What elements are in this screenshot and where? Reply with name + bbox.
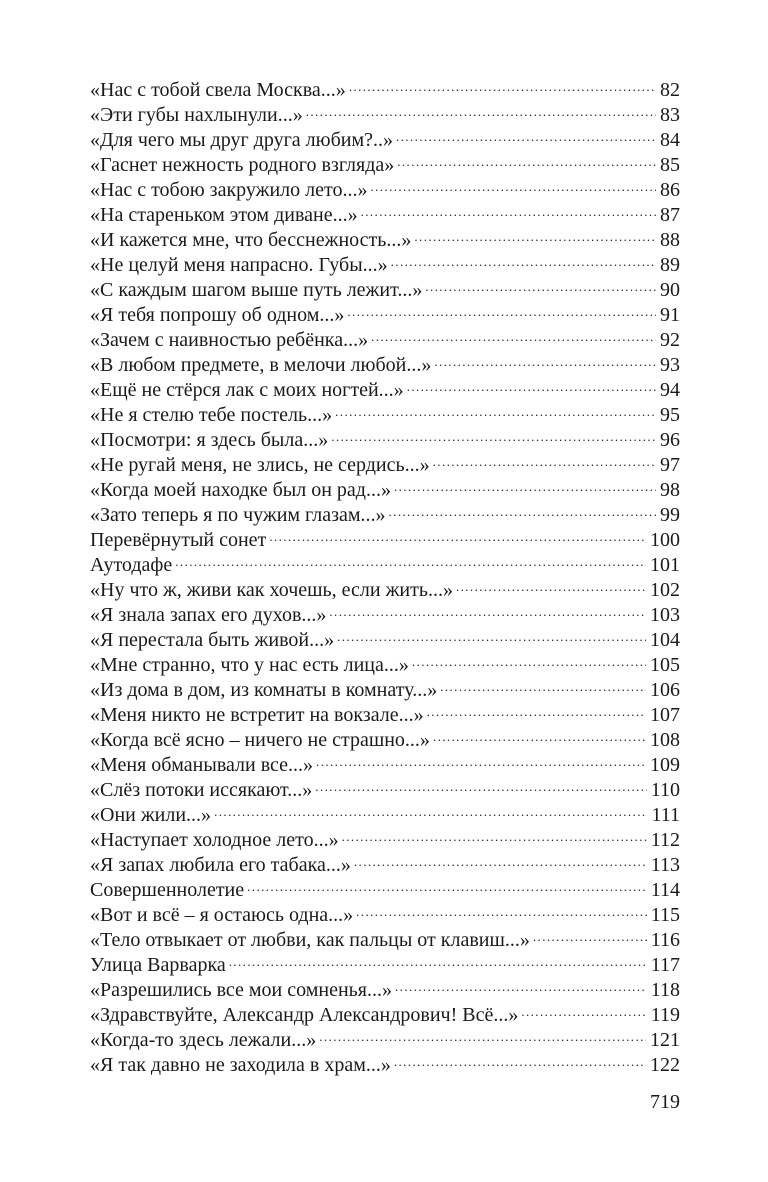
dot-leader [329, 596, 646, 621]
dot-leader [347, 296, 656, 321]
toc-entry-page: 107 [650, 704, 680, 726]
toc-entry-page: 105 [650, 654, 680, 676]
dot-leader [394, 471, 656, 496]
toc-entry-page: 91 [660, 304, 680, 326]
toc-entry-page: 96 [660, 429, 680, 451]
dot-leader [356, 896, 647, 921]
toc-entry-title: «Слёз потоки иссякают...» [90, 779, 313, 801]
dot-leader [371, 321, 656, 346]
toc-entry-page: 106 [650, 679, 680, 701]
toc-entry-page: 116 [650, 929, 680, 951]
toc-entry-title: Перевёрнутый сонет [90, 529, 267, 551]
toc-entry-page: 110 [650, 779, 680, 801]
dot-leader [370, 171, 656, 196]
dot-leader [425, 271, 656, 296]
toc-entry-page: 121 [650, 1029, 680, 1051]
dot-leader [306, 96, 656, 121]
toc-entry-page: 108 [650, 729, 680, 751]
dot-leader [389, 496, 656, 521]
dot-leader [391, 246, 656, 271]
toc-entry-title: «Когда всё ясно – ничего не страшно...» [90, 729, 430, 751]
toc-entry-page: 95 [660, 404, 680, 426]
toc-entry-title: «Не целуй меня напрасно. Губы...» [90, 254, 388, 276]
toc-entry-page: 94 [660, 379, 680, 401]
dot-leader [427, 696, 646, 721]
toc-entry-title: «Они жили...» [90, 804, 212, 826]
toc-entry-page: 100 [650, 529, 680, 551]
toc-entry-title: «С каждым шагом выше путь лежит...» [90, 279, 423, 301]
toc-entry-page: 103 [650, 604, 680, 626]
dot-leader [361, 196, 656, 221]
dot-leader [397, 146, 656, 171]
toc-entry-title: Совершеннолетие [90, 879, 245, 901]
dot-leader [521, 996, 646, 1021]
toc-entry-page: 117 [650, 954, 680, 976]
toc-entry-title: «Нас с тобою закружило лето...» [90, 179, 368, 201]
dot-leader [434, 346, 656, 371]
toc-entry-title: «Посмотри: я здесь была...» [90, 429, 329, 451]
toc-entry-title: Улица Варварка [90, 954, 226, 976]
dot-leader [395, 971, 647, 996]
toc-entry [90, 571, 680, 601]
toc-entry-title: «Когда моей находке был он рад...» [90, 479, 391, 501]
dot-leader [354, 846, 647, 871]
toc-entry-title: «Ну что ж, живи как хочешь, если жить...» [90, 579, 453, 601]
dot-leader [349, 71, 656, 96]
toc-entry-title: «Наступает холодное лето...» [90, 829, 339, 851]
dot-leader [456, 571, 646, 596]
toc-entry-title: «И кажется мне, что бесснежность...» [90, 229, 412, 251]
dot-leader [229, 946, 647, 971]
dot-leader [533, 921, 647, 946]
dot-leader [269, 521, 646, 546]
toc-entry-page: 97 [660, 454, 680, 476]
dot-leader [335, 396, 656, 421]
toc-entry-page: 85 [660, 154, 680, 176]
dot-leader [433, 446, 656, 471]
table-of-contents [90, 71, 680, 1076]
toc-entry-page: 84 [660, 129, 680, 151]
toc-entry-title: «Для чего мы друг друга любим?..» [90, 129, 393, 151]
toc-entry-title: «Когда-то здесь лежали...» [90, 1029, 317, 1051]
toc-entry-title: «Здравствуйте, Александр Александрович! Всё...» [90, 1004, 519, 1026]
toc-entry-page: 112 [650, 829, 680, 851]
toc-entry-page: 88 [660, 229, 680, 251]
toc-entry-page: 119 [650, 1004, 680, 1026]
toc-entry-page: 89 [660, 254, 680, 276]
toc-entry-page: 109 [650, 754, 680, 776]
toc-entry-page: 101 [650, 554, 680, 576]
toc-entry-title: «Не ругай меня, не злись, не сердись...» [90, 454, 430, 476]
toc-entry-title: «Разрешились все мои сомненья...» [90, 979, 393, 1001]
toc-entry-title: «Зато теперь я по чужим глазам...» [90, 504, 386, 526]
toc-entry-title: «Тело отвыкает от любви, как пальцы от клавиш...» [90, 929, 530, 951]
toc-entry-title: «Мне странно, что у нас есть лица...» [90, 654, 409, 676]
dot-leader [433, 721, 646, 746]
toc-entry-page: 83 [660, 104, 680, 126]
dot-leader [316, 746, 646, 771]
toc-entry-title: «Меня обманывали все...» [90, 754, 314, 776]
toc-entry-title: «На стареньком этом диване...» [90, 204, 358, 226]
toc-entry-page: 113 [650, 854, 680, 876]
dot-leader [414, 221, 656, 246]
toc-entry-title: «Ещё не стёрся лак с моих ногтей...» [90, 379, 404, 401]
toc-entry-title: «Меня никто не встретит на вокзале...» [90, 704, 424, 726]
toc-entry-page: 115 [650, 904, 680, 926]
toc-entry-title: «В любом предмете, в мелочи любой...» [90, 354, 432, 376]
dot-leader [331, 421, 656, 446]
toc-entry-page: 122 [650, 1054, 680, 1076]
toc-entry-title: «Вот и всё – я остаюсь одна...» [90, 904, 354, 926]
toc-entry-title: «Гаснет нежность родного взгляда» [90, 154, 395, 176]
toc-entry-page: 102 [650, 579, 680, 601]
toc-entry-page: 111 [651, 804, 680, 826]
dot-leader [337, 621, 646, 646]
toc-entry-title: Аутодафе [90, 554, 173, 576]
toc-entry-title: «Я тебя попрошу об одном...» [90, 304, 345, 326]
toc-entry-title: «Я так давно не заходила в храм...» [90, 1054, 391, 1076]
toc-entry-title: «Нас с тобой свела Москва...» [90, 79, 346, 101]
toc-entry-page: 92 [660, 329, 680, 351]
toc-entry-page: 99 [660, 504, 680, 526]
toc-entry-page: 86 [660, 179, 680, 201]
dot-leader [407, 371, 656, 396]
toc-entry-page: 93 [660, 354, 680, 376]
toc-entry-title: «Эти губы нахлынули...» [90, 104, 303, 126]
dot-leader [319, 1021, 646, 1046]
toc-entry-title: «Из дома в дом, из комнаты в комнату...» [90, 679, 438, 701]
toc-entry-title: «Зачем с наивностью ребёнка...» [90, 329, 369, 351]
toc-entry [90, 71, 680, 101]
dot-leader [342, 821, 647, 846]
dot-leader [412, 646, 646, 671]
dot-leader [440, 671, 646, 696]
toc-entry-page: 82 [660, 79, 680, 101]
toc-entry-title: «Не я стелю тебе постель...» [90, 404, 333, 426]
toc-entry-page: 98 [660, 479, 680, 501]
toc-entry [90, 546, 680, 576]
toc-entry-page: 90 [660, 279, 680, 301]
toc-entry-page: 104 [650, 629, 680, 651]
toc-entry-title: «Я перестала быть живой...» [90, 629, 335, 651]
dot-leader [175, 546, 646, 571]
dot-leader [396, 121, 656, 146]
toc-entry-title: «Я запах любила его табака...» [90, 854, 351, 876]
dot-leader [315, 771, 646, 796]
dot-leader [247, 871, 647, 896]
toc-entry-title: «Я знала запах его духов...» [90, 604, 327, 626]
toc-entry-page: 87 [660, 204, 680, 226]
toc-entry-page: 118 [650, 979, 680, 1001]
dot-leader [394, 1046, 646, 1071]
toc-entry-page: 114 [650, 879, 680, 901]
dot-leader [214, 796, 647, 821]
page-number: 719 [650, 1091, 680, 1113]
